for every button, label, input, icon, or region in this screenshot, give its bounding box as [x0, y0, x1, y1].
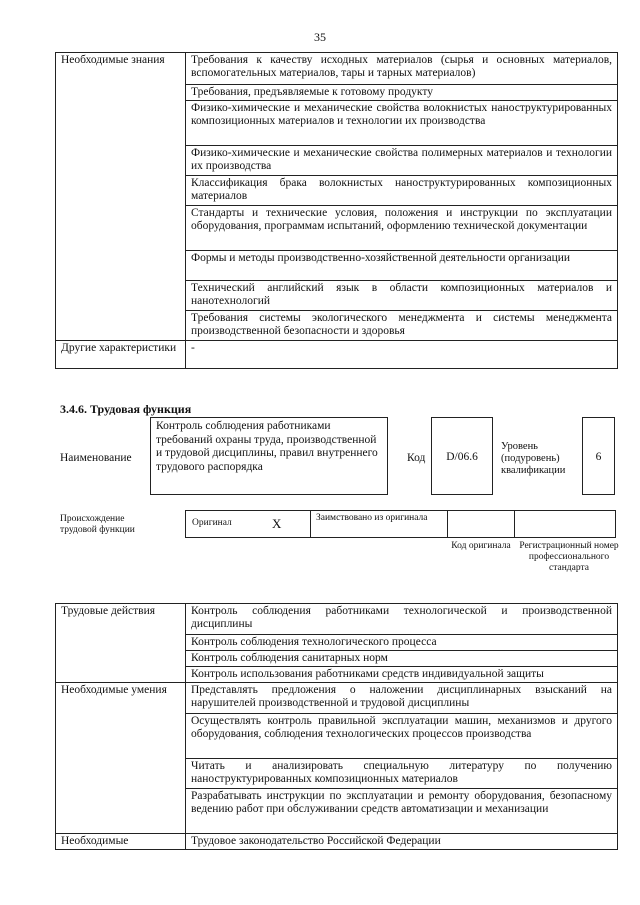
original-label: Оригинал: [192, 518, 232, 528]
table-cell: Представлять предложения о наложении дисциплинарных взысканий на нарушителей производственной и трудовой дисциплины: [186, 683, 618, 714]
section-heading: 3.4.6. Трудовая функция: [60, 402, 192, 416]
actions-table: [55, 603, 618, 850]
level-box: [582, 417, 615, 495]
table-cell: Формы и методы производственно-хозяйственной деятельности организации: [186, 251, 618, 281]
table-cell: Контроль соблюдения работниками технологической и производственной дисциплины: [186, 604, 618, 635]
function-name: Контроль соблюдения работниками требований охраны труда, производственной и трудовой дисциплины, правил внутреннего трудового распорядка: [156, 420, 378, 473]
row-label-actions: Трудовые действия: [56, 604, 186, 683]
reg-number-cell: [514, 510, 616, 538]
table-cell: Контроль использования работниками средств индивидуальной защиты: [186, 667, 618, 683]
origin-label: Происхождение трудовой функции: [60, 514, 135, 535]
level-label: Уровень (подуровень) квалификации: [501, 441, 566, 476]
table-cell: Читать и анализировать специальную литературу по получению наноструктурированных композиционных материалов: [186, 759, 618, 789]
table-cell: Физико-химические и механические свойства волокнистых наноструктурированных композиционных материалов и технологии их производства: [186, 101, 618, 146]
table-cell: Трудовое законодательство Российской Федерации: [186, 834, 618, 850]
row-label-knowledge-2: Необходимые: [56, 834, 186, 850]
table-cell: Требования к качеству исходных материалов (сырья и основных материалов, вспомогательных материалов, тары и тарных материалов): [186, 53, 618, 85]
table-cell: Контроль соблюдения технологического процесса: [186, 635, 618, 651]
code-value: D/06.6: [446, 451, 478, 463]
table-cell: Требования, предъявляемые к готовому продукту: [186, 85, 618, 101]
reg-number-label: Регистрационный номер профессионального стандарта: [519, 541, 619, 573]
table-cell: Технический английский язык в области композиционных материалов и нанотехнологий: [186, 281, 618, 311]
row-label-other: Другие характеристики: [56, 341, 186, 369]
code-label: Код: [407, 452, 426, 464]
level-value: 6: [595, 451, 602, 463]
table-cell: Контроль соблюдения санитарных норм: [186, 651, 618, 667]
original-mark: X: [272, 516, 282, 531]
code-box: [431, 417, 493, 495]
table-cell: Стандарты и технические условия, положения и инструкции по эксплуатации оборудования, программам испытаний, оформлению технической документации: [186, 206, 618, 251]
table-cell: Разрабатывать инструкции по эксплуатации и ремонту оборудования, безопасному ведению работ при обслуживании средств автоматизации и механизации: [186, 789, 618, 834]
borrowed-label: Заимствовано из оригинала: [316, 513, 428, 523]
page-number: 35: [314, 30, 326, 44]
table-cell: -: [186, 341, 618, 369]
row-label-knowledge: Необходимые знания: [56, 53, 186, 341]
table-cell: Физико-химические и механические свойства полимерных материалов и технологии их производства: [186, 146, 618, 176]
table-cell: Классификация брака волокнистых наноструктурированных композиционных материалов: [186, 176, 618, 206]
name-label: Наименование: [60, 452, 132, 464]
row-label-skills: Необходимые умения: [56, 683, 186, 834]
code-original-cell: [447, 510, 515, 538]
knowledge-table: [55, 52, 618, 369]
code-original-label: Код оригинала: [451, 541, 511, 551]
table-cell: Требования системы экологического менеджмента и системы менеджмента производственной безопасности и здоровья: [186, 311, 618, 341]
function-name-box: [150, 417, 388, 495]
borrowed-cell: [310, 510, 448, 538]
table-cell: Осуществлять контроль правильной эксплуатации машин, механизмов и другого оборудования, соблюдения технологических процессов производства: [186, 714, 618, 759]
original-cell: [185, 510, 311, 538]
